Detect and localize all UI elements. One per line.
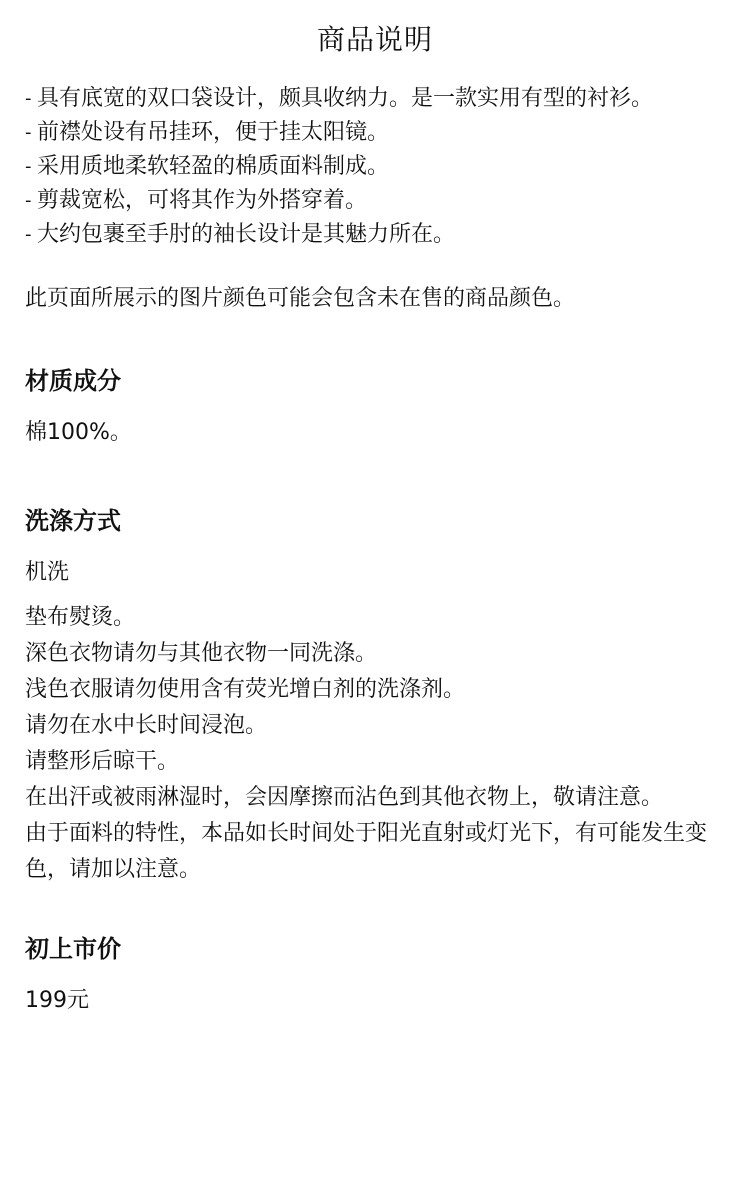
care-instruction: 浅色衣服请勿使用含有荧光增白剂的洗涤剂。 [25,677,466,702]
bullet-marker: - [25,190,32,211]
feature-item [25,82,725,116]
bullet-marker: - [25,122,32,143]
washing-section [25,504,725,888]
feature-text: 具有底宽的双口袋设计，颇具收纳力。是一款实用有型的衬衫。 [37,86,654,111]
feature-item [25,184,725,218]
price-section [25,932,725,1018]
care-instruction: 请勿在水中长时间浸泡。 [25,713,268,738]
feature-text: 大约包裹至手肘的袖长设计是其魅力所在。 [37,222,456,247]
feature-text: 前襟处设有吊挂环，便于挂太阳镜。 [37,120,390,145]
price-heading: 初上市价 [25,935,121,963]
care-instruction: 深色衣物请勿与其他衣物一同洗涤。 [25,641,378,666]
feature-item [25,150,725,184]
feature-text: 采用质地柔软轻盈的棉质面料制成。 [37,154,390,179]
feature-item [25,218,725,252]
washing-method: 机洗 [25,560,70,585]
washing-heading: 洗涤方式 [25,507,121,535]
care-instruction: 请整形后晾干。 [25,749,180,774]
color-notice: 此页面所展示的图片颜色可能会包含未在售的商品颜色。 [25,286,576,311]
care-instructions [25,600,725,888]
care-instruction: 由于面料的特性，本品如长时间处于阳光直射或灯光下，有可能发生变色，请加以注意。 [25,821,708,882]
feature-item [25,116,725,150]
price-value: 199元 [25,988,89,1013]
feature-list [25,82,725,252]
material-heading: 材质成分 [25,367,121,395]
material-value: 棉100%。 [25,420,132,445]
bullet-marker: - [25,88,32,109]
page-title: 商品说明 [316,23,433,56]
bullet-marker: - [25,224,32,245]
care-instruction: 垫布熨烫。 [25,605,136,630]
material-section [25,364,725,450]
feature-text: 剪裁宽松，可将其作为外搭穿着。 [37,188,368,213]
bullet-marker: - [25,156,32,177]
care-instruction: 在出汗或被雨淋湿时，会因摩擦而沾色到其他衣物上，敬请注意。 [25,785,664,810]
